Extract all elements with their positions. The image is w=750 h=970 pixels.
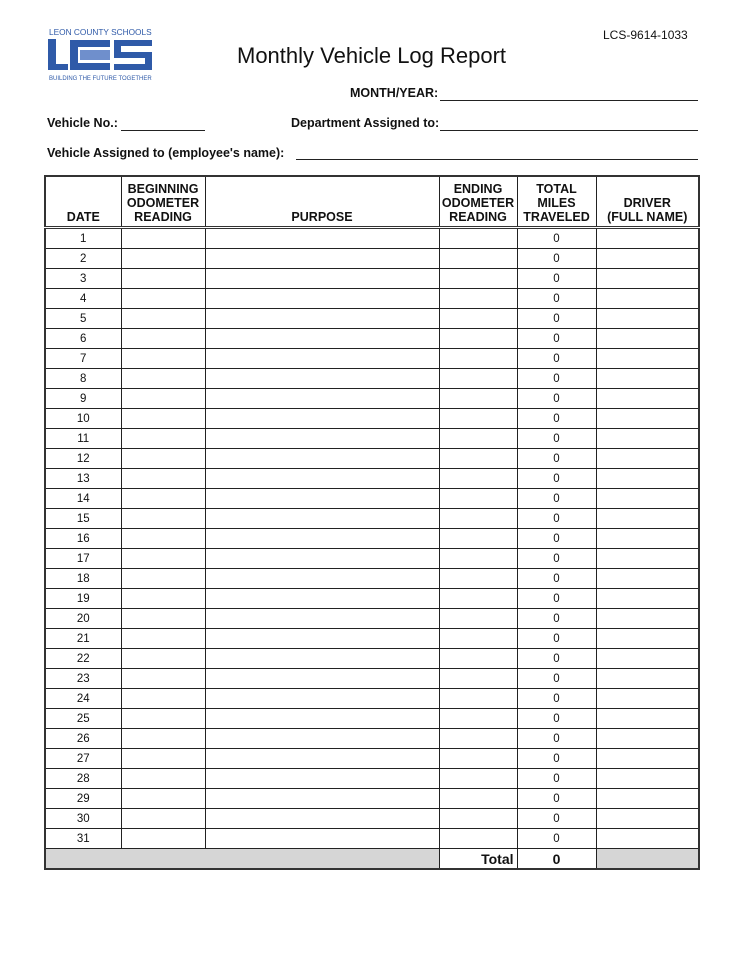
table-row [45,529,699,549]
cell-driver[interactable] [596,609,699,629]
cell-total-miles: 0 [517,549,596,569]
cell-beginning-odometer[interactable] [121,509,205,529]
cell-total-miles: 0 [517,309,596,329]
cell-beginning-odometer[interactable] [121,609,205,629]
cell-ending-odometer[interactable] [439,509,517,529]
cell-beginning-odometer[interactable] [121,228,205,249]
cell-driver[interactable] [596,309,699,329]
cell-purpose[interactable] [205,769,439,789]
cell-beginning-odometer[interactable] [121,809,205,829]
cell-driver[interactable] [596,489,699,509]
cell-total-miles: 0 [517,709,596,729]
total-miles-value: 0 [517,849,596,870]
header-purpose [205,176,439,228]
total-filler [45,849,439,870]
cell-date: 3 [45,269,121,289]
cell-driver[interactable] [596,589,699,609]
cell-date: 17 [45,549,121,569]
cell-driver[interactable] [596,769,699,789]
table-row [45,749,699,769]
cell-date: 12 [45,449,121,469]
cell-purpose[interactable] [205,369,439,389]
cell-purpose[interactable] [205,629,439,649]
table-row [45,249,699,269]
cell-total-miles: 0 [517,669,596,689]
table-row [45,649,699,669]
cell-purpose[interactable] [205,429,439,449]
cell-date: 25 [45,709,121,729]
cell-driver[interactable] [596,369,699,389]
cell-ending-odometer[interactable] [439,249,517,269]
cell-total-miles: 0 [517,829,596,849]
total-label: Total [439,849,517,870]
cell-beginning-odometer[interactable] [121,429,205,449]
cell-driver[interactable] [596,789,699,809]
employee-label: Vehicle Assigned to (employee's name): [47,146,285,160]
table-row [45,569,699,589]
cell-total-miles: 0 [517,269,596,289]
cell-beginning-odometer[interactable] [121,629,205,649]
cell-total-miles: 0 [517,329,596,349]
cell-driver[interactable] [596,729,699,749]
cell-date: 22 [45,649,121,669]
table-row [45,409,699,429]
cell-ending-odometer[interactable] [439,669,517,689]
header-text: ODOMETER [126,196,200,210]
table-row [45,329,699,349]
cell-ending-odometer[interactable] [439,729,517,749]
cell-ending-odometer[interactable] [439,469,517,489]
cell-total-miles: 0 [517,449,596,469]
cell-total-miles: 0 [517,249,596,269]
cell-driver[interactable] [596,269,699,289]
cell-beginning-odometer[interactable] [121,269,205,289]
vehicle-log-table [44,175,700,870]
table-row [45,489,699,509]
table-row [45,269,699,289]
month-year-field[interactable] [440,100,698,101]
form-number: LCS-9614-1033 [603,28,688,42]
total-filler [596,849,699,870]
table-row [45,809,699,829]
cell-driver[interactable] [596,749,699,769]
cell-purpose[interactable] [205,349,439,369]
cell-driver[interactable] [596,669,699,689]
cell-driver[interactable] [596,689,699,709]
cell-beginning-odometer[interactable] [121,469,205,489]
cell-driver[interactable] [596,549,699,569]
cell-beginning-odometer[interactable] [121,709,205,729]
cell-date: 24 [45,689,121,709]
cell-driver[interactable] [596,349,699,369]
table-row [45,369,699,389]
table-row [45,669,699,689]
cell-ending-odometer[interactable] [439,349,517,369]
cell-purpose[interactable] [205,469,439,489]
cell-beginning-odometer[interactable] [121,409,205,429]
cell-date: 15 [45,509,121,529]
table-row [45,449,699,469]
cell-date: 26 [45,729,121,749]
svg-text:LEON COUNTY SCHOOLS: LEON COUNTY SCHOOLS [49,27,152,37]
cell-purpose[interactable] [205,289,439,309]
cell-beginning-odometer[interactable] [121,649,205,669]
cell-total-miles: 0 [517,649,596,669]
cell-purpose[interactable] [205,489,439,509]
cell-beginning-odometer[interactable] [121,729,205,749]
cell-total-miles: 0 [517,349,596,369]
cell-ending-odometer[interactable] [439,589,517,609]
cell-ending-odometer[interactable] [439,649,517,669]
cell-ending-odometer[interactable] [439,269,517,289]
cell-purpose[interactable] [205,569,439,589]
cell-ending-odometer[interactable] [439,829,517,849]
header-text: ENDING [453,182,503,196]
cell-date: 21 [45,629,121,649]
cell-total-miles: 0 [517,629,596,649]
cell-total-miles: 0 [517,469,596,489]
header-text: TOTAL [536,182,577,196]
cell-date: 18 [45,569,121,589]
cell-date: 9 [45,389,121,409]
vehicle-no-field[interactable] [121,130,205,131]
cell-ending-odometer[interactable] [439,809,517,829]
cell-date: 1 [45,228,121,249]
header-text: READING [134,210,192,224]
page-title: Monthly Vehicle Log Report [237,43,507,68]
cell-total-miles: 0 [517,789,596,809]
cell-purpose[interactable] [205,249,439,269]
cell-total-miles: 0 [517,769,596,789]
cell-total-miles: 0 [517,809,596,829]
cell-purpose[interactable] [205,809,439,829]
cell-date: 7 [45,349,121,369]
cell-total-miles: 0 [517,569,596,589]
employee-field[interactable] [296,159,698,160]
cell-ending-odometer[interactable] [439,289,517,309]
cell-beginning-odometer[interactable] [121,569,205,589]
cell-purpose[interactable] [205,449,439,469]
cell-driver[interactable] [596,389,699,409]
cell-total-miles: 0 [517,289,596,309]
cell-total-miles: 0 [517,369,596,389]
cell-ending-odometer[interactable] [439,329,517,349]
cell-total-miles: 0 [517,489,596,509]
cell-date: 13 [45,469,121,489]
cell-total-miles: 0 [517,529,596,549]
cell-beginning-odometer[interactable] [121,689,205,709]
table-row [45,769,699,789]
cell-date: 31 [45,829,121,849]
table-row [45,309,699,329]
table-row [45,729,699,749]
cell-beginning-odometer[interactable] [121,449,205,469]
cell-total-miles: 0 [517,228,596,249]
cell-date: 6 [45,329,121,349]
cell-beginning-odometer[interactable] [121,669,205,689]
cell-purpose[interactable] [205,589,439,609]
header-text: DATE [66,210,100,224]
table-row [45,789,699,809]
cell-purpose[interactable] [205,669,439,689]
cell-ending-odometer[interactable] [439,609,517,629]
cell-total-miles: 0 [517,409,596,429]
cell-beginning-odometer[interactable] [121,249,205,269]
total-row [45,849,699,870]
cell-total-miles: 0 [517,509,596,529]
cell-purpose[interactable] [205,549,439,569]
table-row [45,389,699,409]
department-field[interactable] [440,130,698,131]
cell-purpose[interactable] [205,389,439,409]
header-text: ODOMETER [441,196,515,210]
cell-purpose[interactable] [205,789,439,809]
cell-total-miles: 0 [517,689,596,709]
header-text: MILES [537,196,576,210]
cell-beginning-odometer[interactable] [121,749,205,769]
cell-date: 23 [45,669,121,689]
cell-date: 20 [45,609,121,629]
cell-ending-odometer[interactable] [439,549,517,569]
table-row [45,549,699,569]
cell-beginning-odometer[interactable] [121,789,205,809]
cell-date: 28 [45,769,121,789]
cell-beginning-odometer[interactable] [121,329,205,349]
header-date [45,176,121,228]
cell-driver[interactable] [596,649,699,669]
month-year-label: MONTH/YEAR: [350,86,439,100]
header-text: DRIVER [623,196,671,210]
cell-purpose[interactable] [205,509,439,529]
header-total-miles [517,176,596,228]
cell-date: 5 [45,309,121,329]
cell-purpose[interactable] [205,228,439,249]
svg-text:BUILDING THE FUTURE TOGETHER: BUILDING THE FUTURE TOGETHER [49,76,152,82]
cell-ending-odometer[interactable] [439,489,517,509]
cell-driver[interactable] [596,228,699,249]
header-ending-odometer [439,176,517,228]
cell-beginning-odometer[interactable] [121,289,205,309]
cell-total-miles: 0 [517,749,596,769]
cell-driver[interactable] [596,709,699,729]
cell-ending-odometer[interactable] [439,749,517,769]
cell-date: 8 [45,369,121,389]
cell-driver[interactable] [596,469,699,489]
cell-ending-odometer[interactable] [439,769,517,789]
cell-purpose[interactable] [205,309,439,329]
cell-driver[interactable] [596,569,699,589]
cell-date: 14 [45,489,121,509]
cell-purpose[interactable] [205,749,439,769]
cell-purpose[interactable] [205,409,439,429]
cell-date: 16 [45,529,121,549]
cell-ending-odometer[interactable] [439,709,517,729]
cell-total-miles: 0 [517,429,596,449]
cell-beginning-odometer[interactable] [121,529,205,549]
cell-driver[interactable] [596,249,699,269]
table-row [45,509,699,529]
cell-date: 30 [45,809,121,829]
header-text: BEGINNING [127,182,199,196]
table-row [45,689,699,709]
cell-purpose[interactable] [205,829,439,849]
header-text: TRAVELED [523,210,590,224]
cell-beginning-odometer[interactable] [121,489,205,509]
table-row [45,228,699,249]
cell-purpose[interactable] [205,609,439,629]
table-row [45,589,699,609]
cell-date: 11 [45,429,121,449]
cell-ending-odometer[interactable] [439,789,517,809]
cell-driver[interactable] [596,809,699,829]
cell-total-miles: 0 [517,609,596,629]
cell-date: 19 [45,589,121,609]
cell-driver[interactable] [596,529,699,549]
cell-beginning-odometer[interactable] [121,769,205,789]
table-row [45,709,699,729]
header-beginning-odometer [121,176,205,228]
cell-beginning-odometer[interactable] [121,309,205,329]
cell-beginning-odometer[interactable] [121,389,205,409]
cell-total-miles: 0 [517,389,596,409]
cell-ending-odometer[interactable] [439,309,517,329]
cell-ending-odometer[interactable] [439,629,517,649]
cell-driver[interactable] [596,289,699,309]
table-row [45,349,699,369]
cell-date: 27 [45,749,121,769]
header-driver [596,176,699,228]
department-label: Department Assigned to: [291,116,440,130]
cell-purpose[interactable] [205,269,439,289]
vehicle-no-label: Vehicle No.: [47,116,118,130]
cell-beginning-odometer[interactable] [121,369,205,389]
table-row [45,289,699,309]
cell-driver[interactable] [596,329,699,349]
cell-date: 29 [45,789,121,809]
cell-ending-odometer[interactable] [439,228,517,249]
cell-driver[interactable] [596,429,699,449]
cell-date: 2 [45,249,121,269]
cell-ending-odometer[interactable] [439,429,517,449]
cell-driver[interactable] [596,409,699,429]
cell-purpose[interactable] [205,649,439,669]
cell-ending-odometer[interactable] [439,389,517,409]
cell-ending-odometer[interactable] [439,689,517,709]
cell-beginning-odometer[interactable] [121,349,205,369]
cell-total-miles: 0 [517,729,596,749]
table-row [45,829,699,849]
table-row [45,469,699,489]
header-text: PURPOSE [291,210,353,224]
cell-driver[interactable] [596,829,699,849]
cell-beginning-odometer[interactable] [121,549,205,569]
cell-purpose[interactable] [205,729,439,749]
logo [48,26,158,84]
cell-date: 10 [45,409,121,429]
cell-beginning-odometer[interactable] [121,829,205,849]
cell-ending-odometer[interactable] [439,529,517,549]
cell-total-miles: 0 [517,589,596,609]
cell-ending-odometer[interactable] [439,409,517,429]
cell-beginning-odometer[interactable] [121,589,205,609]
table-row [45,629,699,649]
cell-ending-odometer[interactable] [439,369,517,389]
cell-driver[interactable] [596,629,699,649]
cell-driver[interactable] [596,509,699,529]
cell-driver[interactable] [596,449,699,469]
header-text: READING [449,210,507,224]
cell-ending-odometer[interactable] [439,569,517,589]
cell-purpose[interactable] [205,709,439,729]
cell-purpose[interactable] [205,689,439,709]
cell-date: 4 [45,289,121,309]
cell-ending-odometer[interactable] [439,449,517,469]
table-row [45,609,699,629]
header-text: (FULL NAME) [607,210,688,224]
table-row [45,429,699,449]
cell-purpose[interactable] [205,329,439,349]
cell-purpose[interactable] [205,529,439,549]
